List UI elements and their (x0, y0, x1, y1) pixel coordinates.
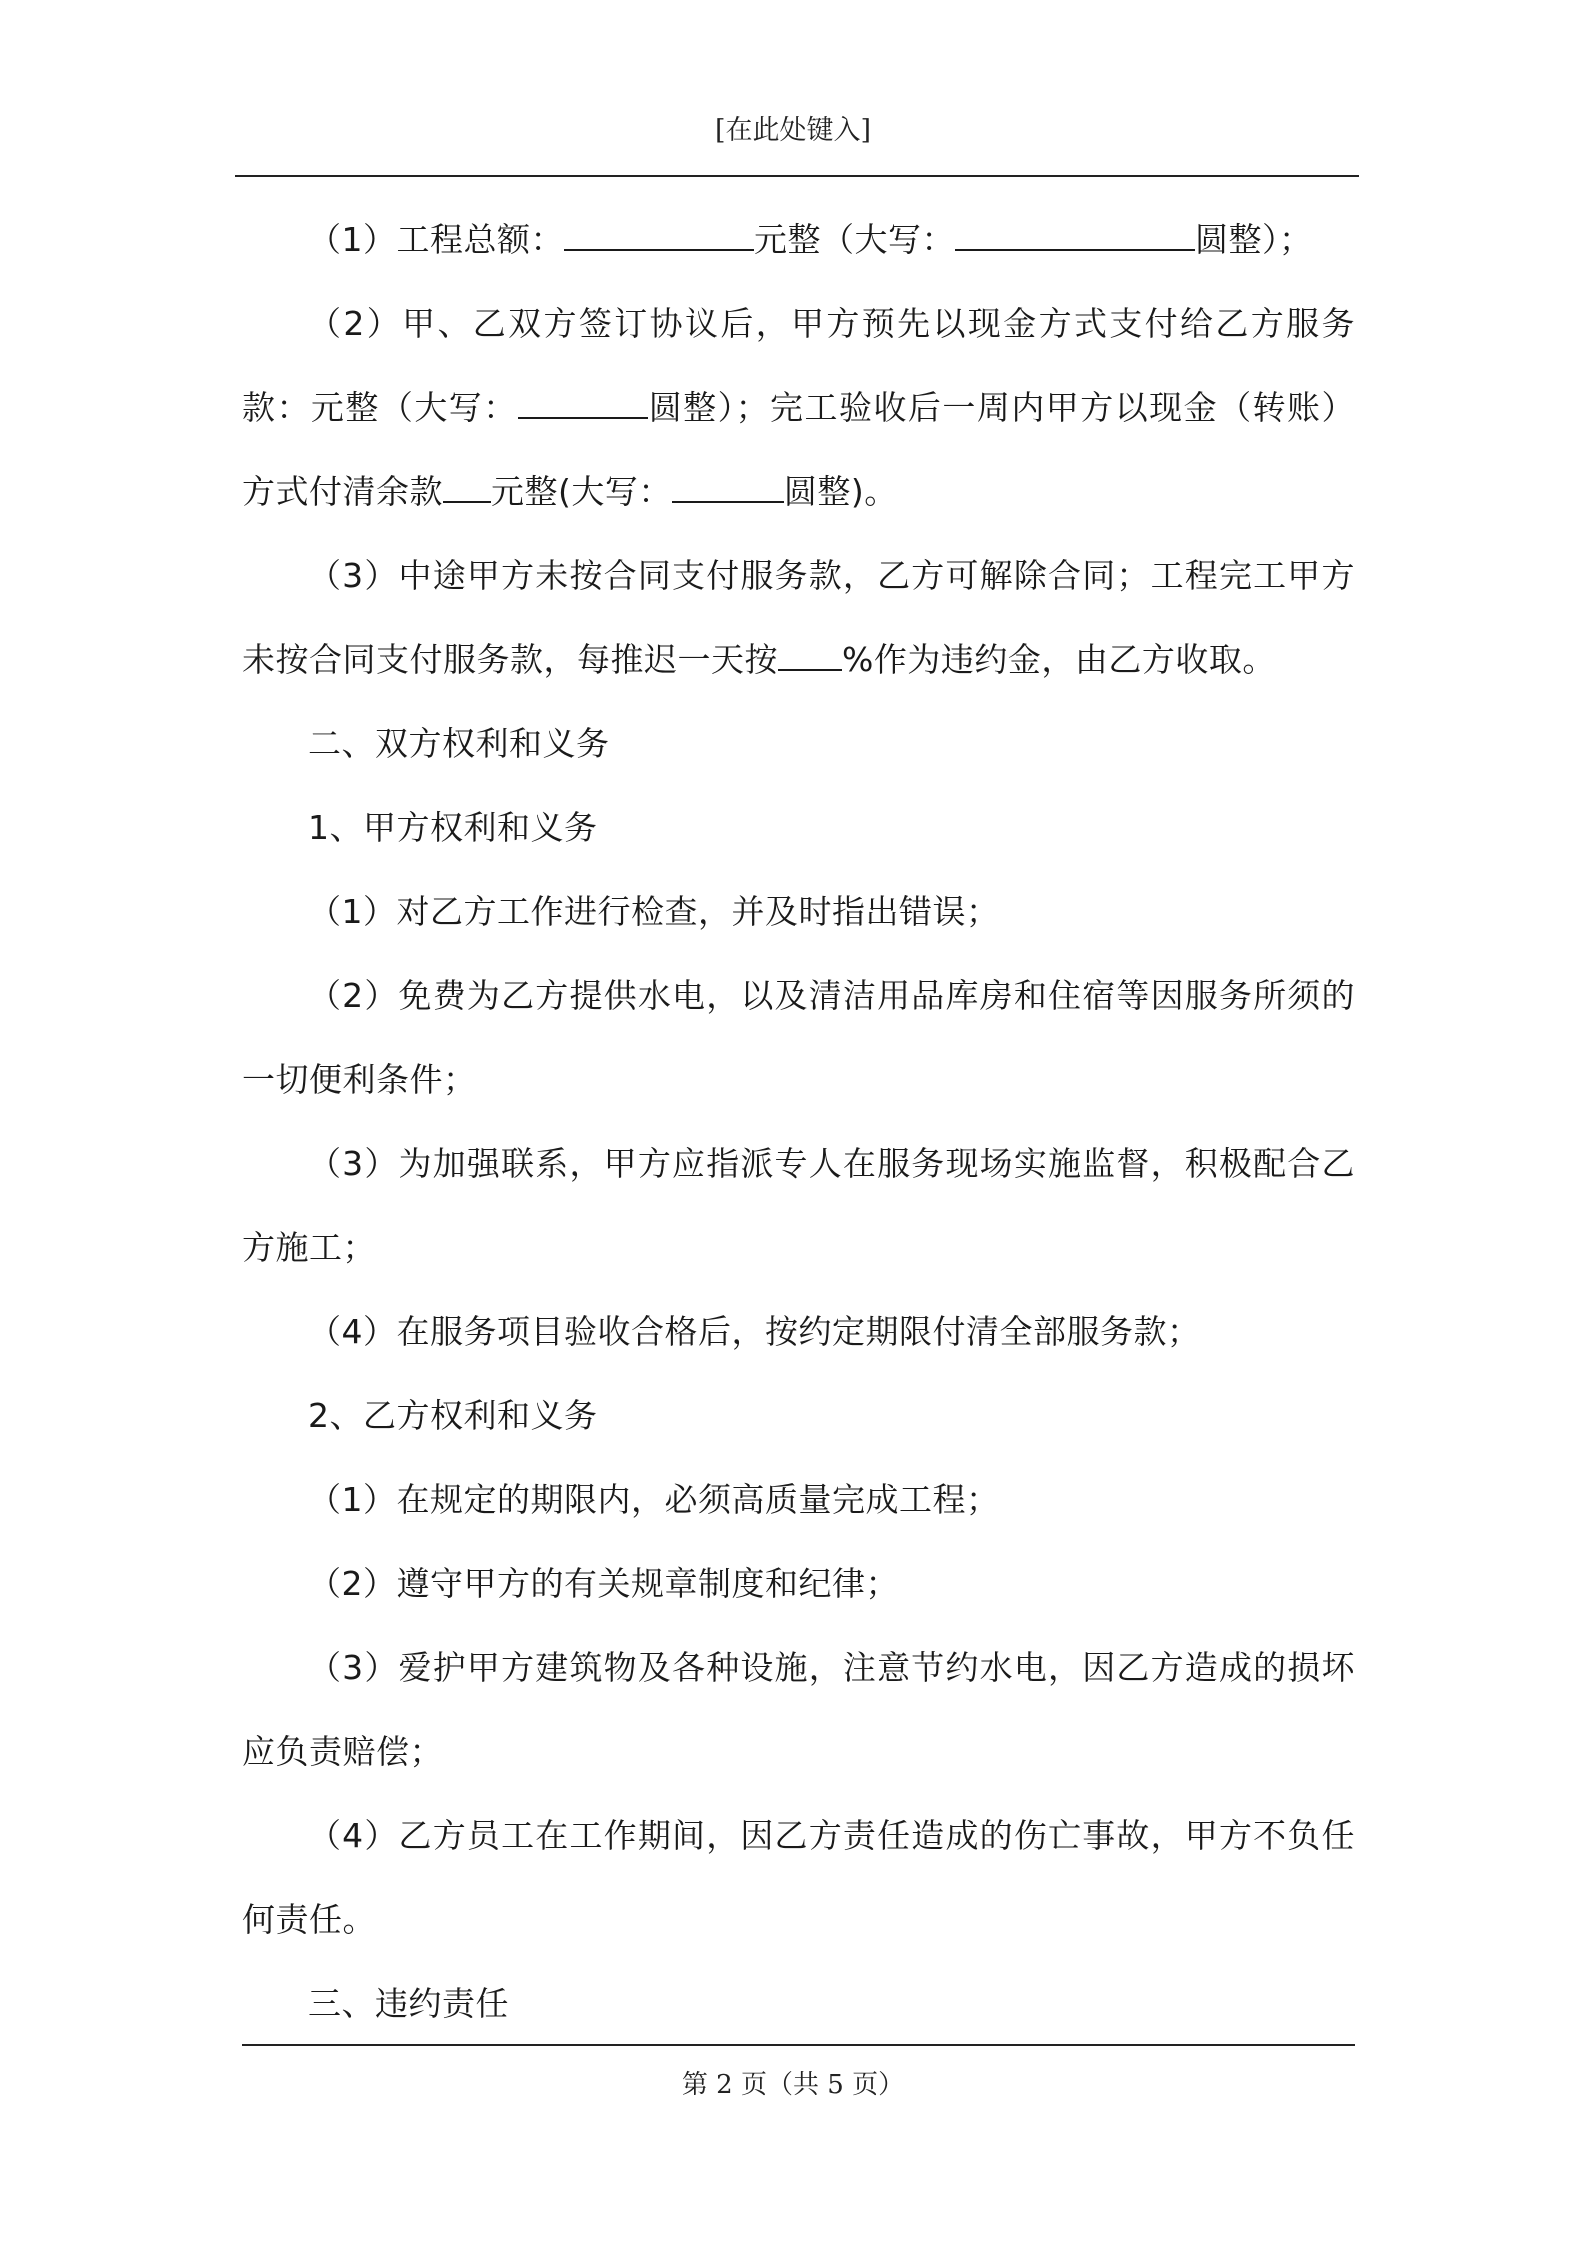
section-heading-liability: 三、违约责任 (308, 1984, 509, 2023)
text-segment: 圆整）； (1195, 220, 1313, 259)
party-a-item-3: （3）为加强联系，甲方应指派专人在服务现场实施监督，积极配合乙方施工； (242, 1144, 1355, 1267)
page-number: 第 2 页（共 5 页） (681, 2070, 905, 2100)
party-a-item-2: （2）免费为乙方提供水电，以及清洁用品库房和住宿等因服务所须的一切便利条件； (242, 976, 1355, 1099)
text-segment: 圆整)。 (783, 472, 898, 511)
blank-balance-uppercase (672, 473, 784, 503)
text-segment: （1）工程总额： (308, 220, 564, 259)
footer-divider (242, 2044, 1355, 2046)
text-segment: （3）中途甲方未按合同支付服务款，乙方可解除合同；工程完工甲方未按合同支付服务款，每推迟一天按 (242, 556, 1355, 679)
subsection-heading-party-b: 2、乙方权利和义务 (308, 1396, 598, 1435)
page-header: [在此处键入] (714, 115, 872, 146)
paragraph-total-amount (242, 198, 1355, 282)
blank-penalty-percent (778, 641, 842, 671)
text-segment: （2）甲、乙双方签订协议后，甲方预先以现金方式支付给乙方服务款：元整（大写： (242, 304, 1355, 427)
party-a-item-4: （4）在服务项目验收合格后，按约定期限付清全部服务款； (308, 1312, 1201, 1351)
paragraph-payment-terms (242, 282, 1355, 534)
blank-total-amount (564, 221, 754, 251)
party-b-item-4: （4）乙方员工在工作期间，因乙方责任造成的伤亡事故，甲方不负任何责任。 (242, 1816, 1355, 1939)
section-heading-rights-obligations: 二、双方权利和义务 (308, 724, 610, 763)
text-segment: 圆整）；完工验收后一周内甲方以现金（转账）方式付清余款 (242, 388, 1356, 511)
blank-total-amount-uppercase (955, 221, 1195, 251)
party-a-item-1: （1）对乙方工作进行检查，并及时指出错误； (308, 892, 1000, 931)
paragraph-late-penalty (242, 534, 1355, 702)
subsection-heading-party-a: 1、甲方权利和义务 (308, 808, 598, 847)
party-b-item-2: （2）遵守甲方的有关规章制度和纪律； (308, 1564, 899, 1603)
header-divider (235, 175, 1359, 177)
text-segment: 元整（大写： (754, 220, 955, 259)
document-body (242, 198, 1355, 2046)
blank-advance-uppercase (518, 389, 648, 419)
party-b-item-1: （1）在规定的期限内，必须高质量完成工程； (308, 1480, 1000, 1519)
party-b-item-3: （3）爱护甲方建筑物及各种设施，注意节约水电，因乙方造成的损坏应负责赔偿； (242, 1648, 1355, 1771)
text-segment: %作为违约金，由乙方收取。 (842, 640, 1276, 679)
blank-balance-amount (443, 473, 491, 503)
text-segment: 元整(大写： (491, 472, 672, 511)
